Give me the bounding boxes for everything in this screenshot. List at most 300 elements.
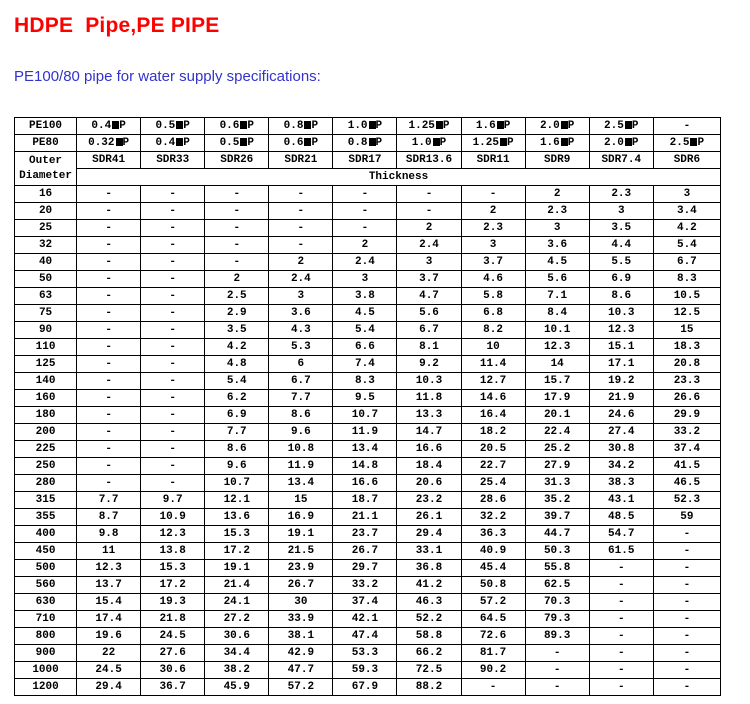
thickness-value: 8.6 xyxy=(269,407,333,424)
thickness-value: 9.2 xyxy=(397,356,461,373)
outer-diameter-value: 1200 xyxy=(15,679,77,696)
pe80-pressure-8: 2.0 P xyxy=(589,135,653,152)
thickness-value: 2 xyxy=(269,254,333,271)
thickness-value: 36.3 xyxy=(461,526,525,543)
thickness-value: 3.5 xyxy=(589,220,653,237)
thickness-value: 8.3 xyxy=(333,373,397,390)
thickness-value: 2.3 xyxy=(461,220,525,237)
outer-diameter-value: 315 xyxy=(15,492,77,509)
thickness-value: - xyxy=(77,390,141,407)
table-row xyxy=(15,186,721,203)
thickness-value: 5.8 xyxy=(461,288,525,305)
thickness-value: 7.4 xyxy=(333,356,397,373)
thickness-value: 8.1 xyxy=(397,339,461,356)
thickness-value: 34.4 xyxy=(205,645,269,662)
thickness-value: 58.8 xyxy=(397,628,461,645)
thickness-value: 2 xyxy=(461,203,525,220)
thickness-value: 4.5 xyxy=(525,254,589,271)
table-row xyxy=(15,628,721,645)
outer-diameter-value: 200 xyxy=(15,424,77,441)
thickness-value: 12.7 xyxy=(461,373,525,390)
thickness-value: 3 xyxy=(589,203,653,220)
thickness-value: 6.2 xyxy=(205,390,269,407)
table-row xyxy=(15,509,721,526)
table-row xyxy=(15,373,721,390)
outer-diameter-value: 50 xyxy=(15,271,77,288)
thickness-value: 2.4 xyxy=(269,271,333,288)
thickness-value: 38.1 xyxy=(269,628,333,645)
thickness-value: 4.8 xyxy=(205,356,269,373)
thickness-value: 38.3 xyxy=(589,475,653,492)
thickness-value: 29.7 xyxy=(333,560,397,577)
table-row xyxy=(15,543,721,560)
thickness-value: 37.4 xyxy=(653,441,720,458)
thickness-value: 52.3 xyxy=(653,492,720,509)
thickness-value: - xyxy=(77,475,141,492)
thickness-value: 20.8 xyxy=(653,356,720,373)
thickness-value: - xyxy=(77,407,141,424)
thickness-value: - xyxy=(653,611,720,628)
thickness-value: 16.6 xyxy=(333,475,397,492)
thickness-value: 18.2 xyxy=(461,424,525,441)
sdr-5: SDR13.6 xyxy=(397,152,461,169)
thickness-value: 15 xyxy=(269,492,333,509)
thickness-value: 45.4 xyxy=(461,560,525,577)
thickness-value: 42.9 xyxy=(269,645,333,662)
thickness-value: 17.2 xyxy=(141,577,205,594)
thickness-value: 6.9 xyxy=(205,407,269,424)
thickness-value: 72.5 xyxy=(397,662,461,679)
thickness-value: 50.8 xyxy=(461,577,525,594)
thickness-value: 62.5 xyxy=(525,577,589,594)
thickness-value: - xyxy=(141,186,205,203)
thickness-value: 10.3 xyxy=(589,305,653,322)
outer-diameter-value: 40 xyxy=(15,254,77,271)
outer-diameter-value: 280 xyxy=(15,475,77,492)
thickness-value: - xyxy=(77,458,141,475)
thickness-value: - xyxy=(77,305,141,322)
thickness-value: 53.3 xyxy=(333,645,397,662)
thickness-value: 7.7 xyxy=(269,390,333,407)
thickness-value: - xyxy=(77,356,141,373)
thickness-value: 12.1 xyxy=(205,492,269,509)
thickness-value: 12.3 xyxy=(525,339,589,356)
thickness-value: 2 xyxy=(397,220,461,237)
thickness-value: 4.2 xyxy=(205,339,269,356)
table-row xyxy=(15,288,721,305)
thickness-value: 5.5 xyxy=(589,254,653,271)
thickness-value: - xyxy=(141,220,205,237)
thickness-value: 47.4 xyxy=(333,628,397,645)
thickness-value: 10 xyxy=(461,339,525,356)
thickness-value: 2.4 xyxy=(397,237,461,254)
thickness-value: 3.5 xyxy=(205,322,269,339)
header-row-sdr xyxy=(15,152,721,169)
thickness-value: 8.7 xyxy=(77,509,141,526)
thickness-value: 17.9 xyxy=(525,390,589,407)
thickness-value: 36.7 xyxy=(141,679,205,696)
thickness-value: 29.4 xyxy=(77,679,141,696)
pe80-label: PE80 xyxy=(15,135,77,152)
thickness-value: 48.5 xyxy=(589,509,653,526)
thickness-value: 17.2 xyxy=(205,543,269,560)
pipe-specification-table xyxy=(14,117,721,696)
thickness-value: 5.4 xyxy=(653,237,720,254)
sdr-4: SDR17 xyxy=(333,152,397,169)
pe100-pressure-9: - xyxy=(653,118,720,135)
thickness-value: - xyxy=(141,356,205,373)
outer-diameter-value: 20 xyxy=(15,203,77,220)
thickness-value: 6.9 xyxy=(589,271,653,288)
thickness-value: 6 xyxy=(269,356,333,373)
thickness-value: 22.4 xyxy=(525,424,589,441)
table-row xyxy=(15,645,721,662)
thickness-value: - xyxy=(141,305,205,322)
thickness-value: - xyxy=(205,254,269,271)
thickness-value: - xyxy=(397,203,461,220)
thickness-value: 3 xyxy=(653,186,720,203)
thickness-value: 23.9 xyxy=(269,560,333,577)
thickness-value: 61.5 xyxy=(589,543,653,560)
thickness-value: 19.3 xyxy=(141,594,205,611)
thickness-value: 13.6 xyxy=(205,509,269,526)
table-row xyxy=(15,407,721,424)
thickness-value: - xyxy=(589,560,653,577)
thickness-value: 3.8 xyxy=(333,288,397,305)
thickness-value: 81.7 xyxy=(461,645,525,662)
table-row xyxy=(15,679,721,696)
sdr-6: SDR11 xyxy=(461,152,525,169)
thickness-value: 24.6 xyxy=(589,407,653,424)
table-row xyxy=(15,492,721,509)
pe100-pressure-8: 2.5 P xyxy=(589,118,653,135)
outer-diameter-value: 160 xyxy=(15,390,77,407)
thickness-value: 11.9 xyxy=(333,424,397,441)
spec-table-container xyxy=(14,117,721,696)
outer-diameter-value: 32 xyxy=(15,237,77,254)
thickness-value: - xyxy=(77,441,141,458)
thickness-value: 38.2 xyxy=(205,662,269,679)
thickness-value: 33.1 xyxy=(397,543,461,560)
thickness-value: - xyxy=(77,186,141,203)
thickness-value: 8.4 xyxy=(525,305,589,322)
thickness-value: 6.7 xyxy=(397,322,461,339)
thickness-value: - xyxy=(141,237,205,254)
thickness-value: - xyxy=(77,203,141,220)
thickness-value: 5.6 xyxy=(525,271,589,288)
table-row xyxy=(15,339,721,356)
thickness-value: 4.7 xyxy=(397,288,461,305)
thickness-value: 3.7 xyxy=(461,254,525,271)
thickness-value: 11.9 xyxy=(269,458,333,475)
thickness-value: - xyxy=(77,237,141,254)
thickness-value: - xyxy=(269,220,333,237)
thickness-value: 15 xyxy=(653,322,720,339)
outer-diameter-value: 900 xyxy=(15,645,77,662)
thickness-value: 2 xyxy=(525,186,589,203)
thickness-value: - xyxy=(205,237,269,254)
thickness-value: - xyxy=(589,645,653,662)
outer-diameter-value: 630 xyxy=(15,594,77,611)
thickness-value: - xyxy=(653,679,720,696)
thickness-value: - xyxy=(141,373,205,390)
thickness-value: - xyxy=(461,679,525,696)
thickness-value: 2.3 xyxy=(589,186,653,203)
outer-diameter-header xyxy=(15,152,77,186)
page-title: HDPE Pipe,PE PIPE xyxy=(14,14,220,37)
thickness-value: - xyxy=(653,526,720,543)
thickness-value: 55.8 xyxy=(525,560,589,577)
header-row-pe80 xyxy=(15,135,721,152)
thickness-value: - xyxy=(205,220,269,237)
table-row xyxy=(15,220,721,237)
thickness-value: 46.5 xyxy=(653,475,720,492)
thickness-value: 89.3 xyxy=(525,628,589,645)
thickness-value: - xyxy=(141,441,205,458)
pe100-label: PE100 xyxy=(15,118,77,135)
thickness-value: - xyxy=(525,662,589,679)
thickness-value: 9.6 xyxy=(205,458,269,475)
thickness-value: 3.6 xyxy=(269,305,333,322)
thickness-value: - xyxy=(141,339,205,356)
thickness-value: - xyxy=(653,594,720,611)
thickness-value: - xyxy=(141,254,205,271)
thickness-value: - xyxy=(269,203,333,220)
thickness-value: - xyxy=(653,560,720,577)
thickness-value: 3 xyxy=(397,254,461,271)
thickness-value: - xyxy=(77,220,141,237)
thickness-value: 14 xyxy=(525,356,589,373)
outer-diameter-value: 400 xyxy=(15,526,77,543)
pe100-pressure-2: 0.6 P xyxy=(205,118,269,135)
thickness-value: - xyxy=(525,679,589,696)
pe80-pressure-3: 0.6 P xyxy=(269,135,333,152)
sdr-0: SDR41 xyxy=(77,152,141,169)
thickness-value: 34.2 xyxy=(589,458,653,475)
thickness-value: 33.2 xyxy=(333,577,397,594)
pe80-pressure-0: 0.32 P xyxy=(77,135,141,152)
table-body xyxy=(15,118,721,696)
thickness-value: 7.1 xyxy=(525,288,589,305)
sdr-7: SDR9 xyxy=(525,152,589,169)
thickness-value: 24.5 xyxy=(77,662,141,679)
thickness-value: - xyxy=(141,424,205,441)
thickness-value: 30.6 xyxy=(205,628,269,645)
thickness-value: 31.3 xyxy=(525,475,589,492)
thickness-value: 20.1 xyxy=(525,407,589,424)
thickness-value: 10.8 xyxy=(269,441,333,458)
thickness-value: 24.1 xyxy=(205,594,269,611)
thickness-value: 6.7 xyxy=(269,373,333,390)
thickness-value: 2 xyxy=(333,237,397,254)
thickness-value: 32.2 xyxy=(461,509,525,526)
thickness-value: - xyxy=(653,645,720,662)
thickness-value: 47.7 xyxy=(269,662,333,679)
thickness-value: 23.3 xyxy=(653,373,720,390)
thickness-value: 50.3 xyxy=(525,543,589,560)
thickness-value: 15.4 xyxy=(77,594,141,611)
thickness-value: - xyxy=(141,288,205,305)
thickness-value: 44.7 xyxy=(525,526,589,543)
thickness-value: 2.4 xyxy=(333,254,397,271)
thickness-value: 23.2 xyxy=(397,492,461,509)
thickness-value: - xyxy=(269,237,333,254)
thickness-value: 36.8 xyxy=(397,560,461,577)
thickness-value: - xyxy=(589,611,653,628)
sdr-2: SDR26 xyxy=(205,152,269,169)
thickness-value: 10.7 xyxy=(205,475,269,492)
pe100-pressure-0: 0.4 P xyxy=(77,118,141,135)
thickness-value: - xyxy=(333,186,397,203)
outer-diameter-line2: Diameter xyxy=(19,169,72,182)
thickness-value: 8.6 xyxy=(205,441,269,458)
thickness-value: 46.3 xyxy=(397,594,461,611)
thickness-value: - xyxy=(333,220,397,237)
outer-diameter-value: 180 xyxy=(15,407,77,424)
thickness-value: 7.7 xyxy=(205,424,269,441)
outer-diameter-value: 500 xyxy=(15,560,77,577)
thickness-value: - xyxy=(397,186,461,203)
thickness-value: 13.8 xyxy=(141,543,205,560)
table-row xyxy=(15,237,721,254)
thickness-value: - xyxy=(589,662,653,679)
outer-diameter-value: 90 xyxy=(15,322,77,339)
thickness-value: 19.1 xyxy=(205,560,269,577)
thickness-value: 12.5 xyxy=(653,305,720,322)
pe80-pressure-4: 0.8 P xyxy=(333,135,397,152)
thickness-value: 13.7 xyxy=(77,577,141,594)
thickness-value: 8.2 xyxy=(461,322,525,339)
thickness-value: - xyxy=(269,186,333,203)
outer-diameter-value: 140 xyxy=(15,373,77,390)
header-row-pe100 xyxy=(15,118,721,135)
thickness-value: 27.4 xyxy=(589,424,653,441)
thickness-value: 5.3 xyxy=(269,339,333,356)
thickness-value: 6.6 xyxy=(333,339,397,356)
table-row xyxy=(15,458,721,475)
thickness-value: 27.2 xyxy=(205,611,269,628)
thickness-value: 3 xyxy=(525,220,589,237)
thickness-value: 3 xyxy=(461,237,525,254)
thickness-value: 70.3 xyxy=(525,594,589,611)
thickness-value: 14.8 xyxy=(333,458,397,475)
thickness-value: 10.1 xyxy=(525,322,589,339)
thickness-value: 4.3 xyxy=(269,322,333,339)
thickness-value: 22.7 xyxy=(461,458,525,475)
table-row xyxy=(15,424,721,441)
outer-diameter-value: 1000 xyxy=(15,662,77,679)
thickness-value: - xyxy=(141,458,205,475)
table-row xyxy=(15,390,721,407)
thickness-value: - xyxy=(141,203,205,220)
thickness-value: 11 xyxy=(77,543,141,560)
outer-diameter-value: 63 xyxy=(15,288,77,305)
pe80-pressure-5: 1.0 P xyxy=(397,135,461,152)
thickness-value: 21.5 xyxy=(269,543,333,560)
thickness-value: - xyxy=(653,628,720,645)
thickness-value: 37.4 xyxy=(333,594,397,611)
thickness-value: 29.4 xyxy=(397,526,461,543)
thickness-value: 52.2 xyxy=(397,611,461,628)
thickness-value: 9.7 xyxy=(141,492,205,509)
thickness-value: - xyxy=(653,577,720,594)
table-row xyxy=(15,611,721,628)
thickness-value: 88.2 xyxy=(397,679,461,696)
thickness-value: 11.8 xyxy=(397,390,461,407)
thickness-value: 43.1 xyxy=(589,492,653,509)
thickness-value: - xyxy=(589,628,653,645)
thickness-value: 3 xyxy=(269,288,333,305)
table-row xyxy=(15,475,721,492)
thickness-value: 3.6 xyxy=(525,237,589,254)
thickness-value: 15.3 xyxy=(205,526,269,543)
outer-diameter-value: 710 xyxy=(15,611,77,628)
thickness-value: 21.4 xyxy=(205,577,269,594)
table-row xyxy=(15,441,721,458)
table-row xyxy=(15,594,721,611)
outer-diameter-value: 560 xyxy=(15,577,77,594)
thickness-value: 26.1 xyxy=(397,509,461,526)
thickness-value: 57.2 xyxy=(461,594,525,611)
thickness-value: 27.6 xyxy=(141,645,205,662)
thickness-value: - xyxy=(333,203,397,220)
thickness-value: 15.1 xyxy=(589,339,653,356)
thickness-value: 4.4 xyxy=(589,237,653,254)
thickness-value: 30.6 xyxy=(141,662,205,679)
thickness-value: 2 xyxy=(205,271,269,288)
thickness-value: - xyxy=(653,662,720,679)
pe100-pressure-5: 1.25 P xyxy=(397,118,461,135)
thickness-value: 17.1 xyxy=(589,356,653,373)
header-row-thickness xyxy=(15,169,721,186)
thickness-value: 6.7 xyxy=(653,254,720,271)
thickness-value: 11.4 xyxy=(461,356,525,373)
thickness-value: 16.4 xyxy=(461,407,525,424)
thickness-value: 67.9 xyxy=(333,679,397,696)
thickness-value: - xyxy=(77,373,141,390)
outer-diameter-value: 355 xyxy=(15,509,77,526)
pe100-pressure-7: 2.0 P xyxy=(525,118,589,135)
thickness-value: - xyxy=(205,203,269,220)
thickness-value: 9.8 xyxy=(77,526,141,543)
thickness-value: 10.3 xyxy=(397,373,461,390)
thickness-value: 21.1 xyxy=(333,509,397,526)
thickness-value: 29.9 xyxy=(653,407,720,424)
outer-diameter-value: 25 xyxy=(15,220,77,237)
thickness-value: 13.4 xyxy=(333,441,397,458)
outer-diameter-value: 250 xyxy=(15,458,77,475)
thickness-value: 10.9 xyxy=(141,509,205,526)
sdr-8: SDR7.4 xyxy=(589,152,653,169)
sdr-1: SDR33 xyxy=(141,152,205,169)
thickness-value: - xyxy=(141,407,205,424)
thickness-value: 13.3 xyxy=(397,407,461,424)
thickness-value: 18.3 xyxy=(653,339,720,356)
thickness-value: 26.7 xyxy=(269,577,333,594)
pe80-pressure-1: 0.4 P xyxy=(141,135,205,152)
thickness-value: - xyxy=(205,186,269,203)
thickness-value: 6.8 xyxy=(461,305,525,322)
thickness-value: 64.5 xyxy=(461,611,525,628)
outer-diameter-value: 125 xyxy=(15,356,77,373)
pe100-pressure-6: 1.6 P xyxy=(461,118,525,135)
table-row xyxy=(15,271,721,288)
thickness-value: 59 xyxy=(653,509,720,526)
thickness-value: - xyxy=(589,594,653,611)
thickness-value: - xyxy=(141,322,205,339)
pe100-pressure-4: 1.0 P xyxy=(333,118,397,135)
thickness-value: 30.8 xyxy=(589,441,653,458)
